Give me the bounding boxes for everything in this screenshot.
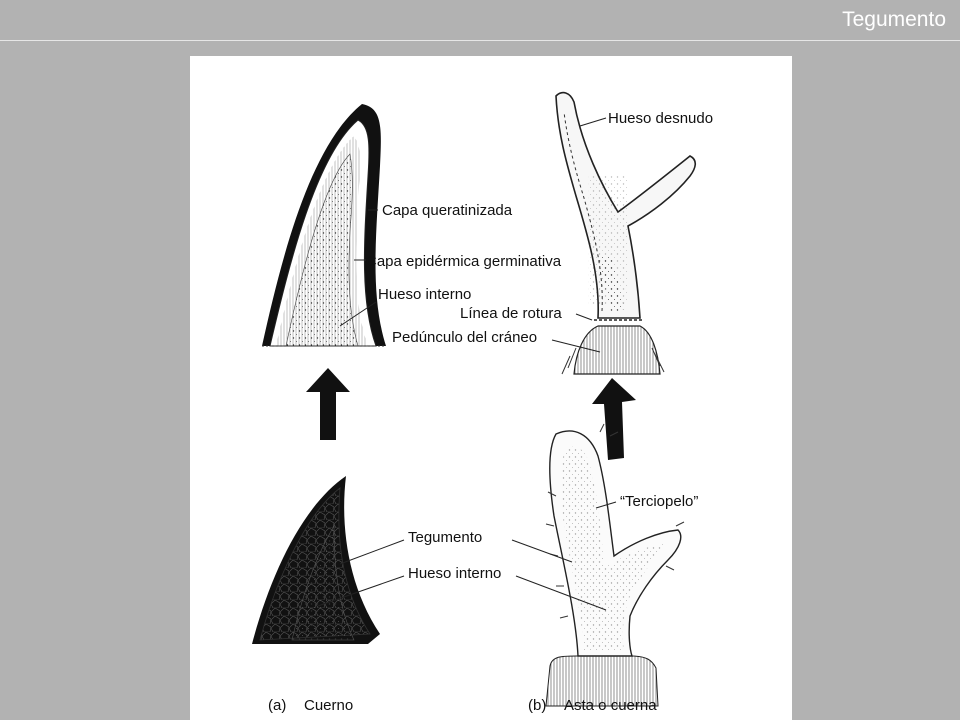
figure-drawing <box>190 56 792 720</box>
growth-arrow-a <box>306 368 350 440</box>
caption-b-text: Asta o cuerna <box>564 697 657 714</box>
label-inner-bone-bottom: Hueso interno <box>408 565 502 582</box>
label-integument: Tegumento <box>408 529 483 546</box>
caption-a-letter: (a) <box>268 697 287 714</box>
horn-antler-figure <box>190 56 792 720</box>
label-break-line: Línea de rotura <box>460 305 562 322</box>
label-inner-bone-top: Hueso interno <box>378 286 472 303</box>
caption-b-letter: (b) <box>528 697 547 714</box>
growth-arrow-b <box>592 378 636 460</box>
slide-title: Tegumento <box>842 8 946 31</box>
antler-velvet-drawing <box>546 424 684 706</box>
horn-mature-drawing <box>262 104 386 346</box>
label-skull-pedicle: Pedúnculo del cráneo <box>392 329 538 346</box>
label-keratinized-layer: Capa queratinizada <box>382 202 513 219</box>
antler-bare-drawing <box>556 93 695 374</box>
label-bare-bone: Hueso desnudo <box>608 110 714 127</box>
label-velvet: “Terciopelo” <box>620 493 699 510</box>
title-divider <box>0 40 960 41</box>
skull-pedicle-shape <box>574 326 660 374</box>
horn-young-drawing <box>252 476 380 644</box>
caption-a-text: Cuerno <box>304 697 354 714</box>
label-germinative-layer: Capa epidérmica germinativa <box>366 253 562 270</box>
